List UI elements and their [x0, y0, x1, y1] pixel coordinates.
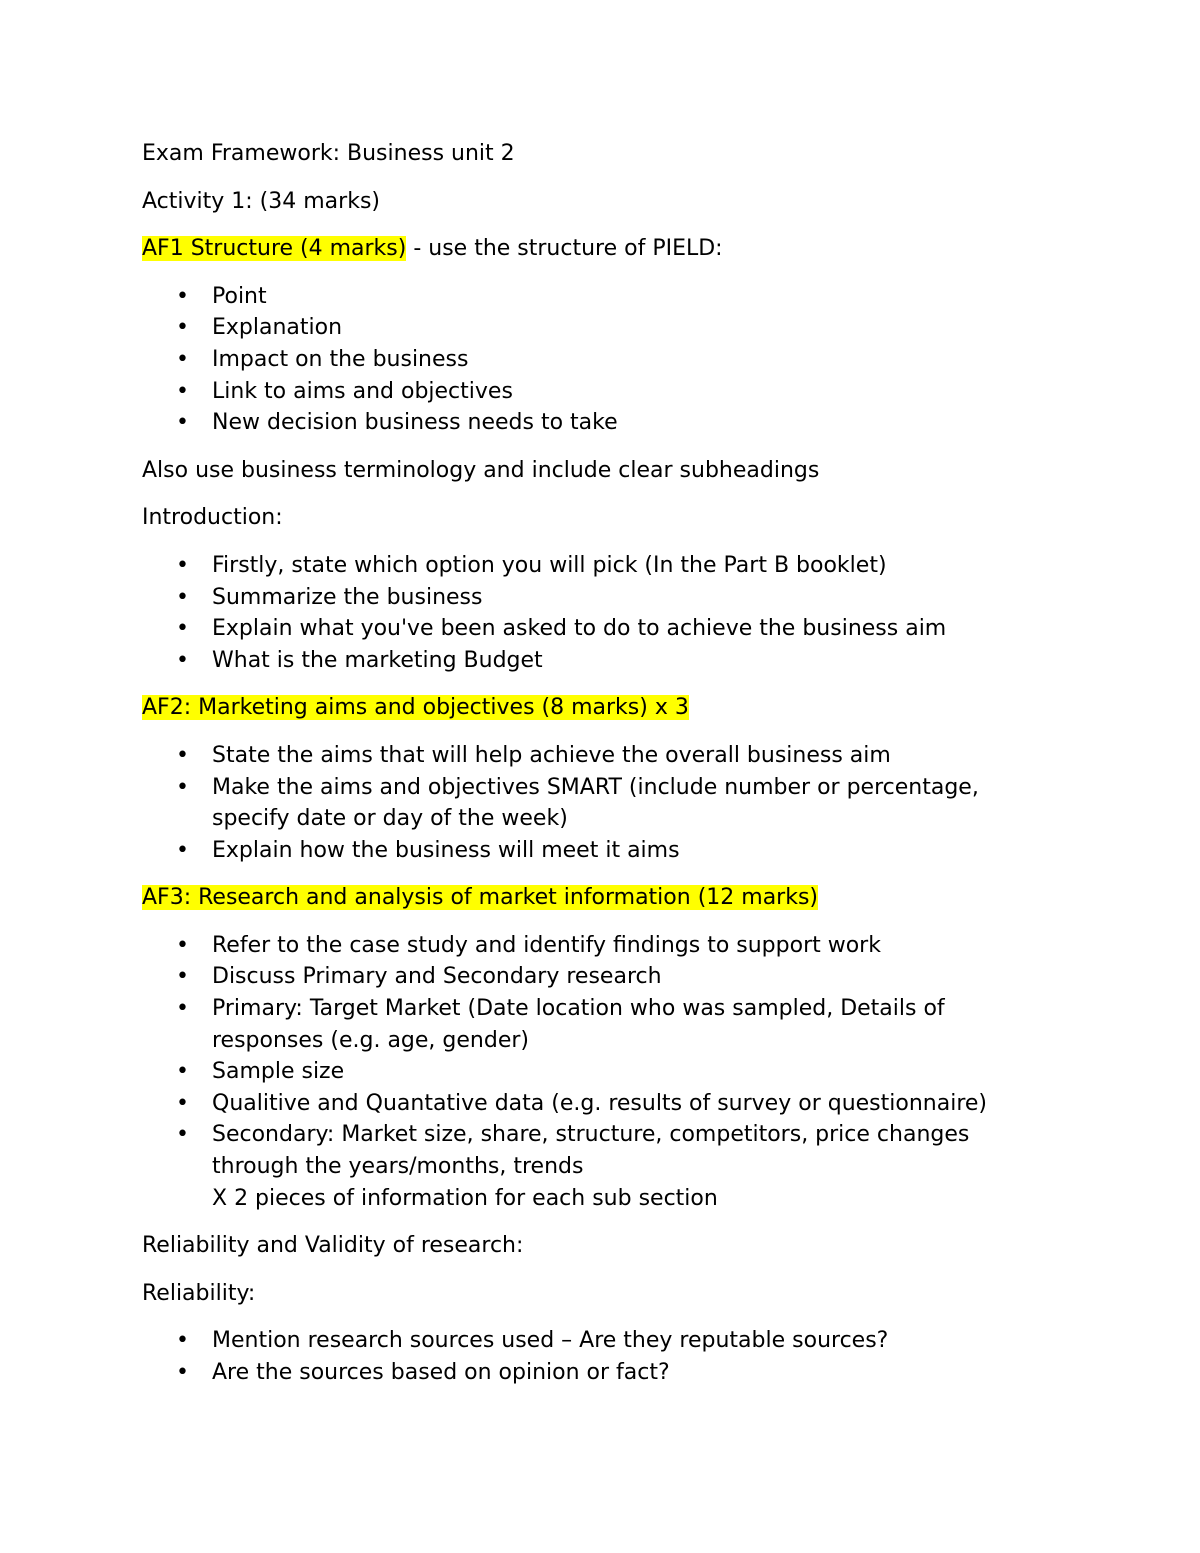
list-item: • Primary: Target Market (Date location who was sampled, Details of responses (e.g. age, gender)	[142, 993, 1062, 1056]
af2-list	[142, 740, 1062, 866]
list-item: • Impact on the business	[142, 344, 1062, 376]
bullet-icon: •	[176, 1328, 189, 1354]
af1-paragraph	[142, 233, 1062, 265]
bullet-icon: •	[176, 552, 189, 578]
list-item: • Firstly, state which option you will pick (In the Part B booklet)	[142, 550, 1062, 582]
list-item: • Refer to the case study and identify findings to support work	[142, 930, 1062, 962]
bullet-icon: •	[176, 742, 189, 768]
list-item: • Summarize the business	[142, 582, 1062, 614]
bullet-icon: •	[176, 837, 189, 863]
document-title: Exam Framework: Business unit 2	[142, 141, 515, 166]
bullet-icon: •	[176, 584, 189, 610]
list-item: • New decision business needs to take	[142, 407, 1062, 439]
reliability-list	[142, 1325, 1062, 1388]
bullet-icon: •	[176, 315, 189, 341]
list-item: • What is the marketing Budget	[142, 645, 1062, 677]
list-item: • Sample size	[142, 1056, 1062, 1088]
bullet-icon: •	[176, 932, 189, 958]
list-item: • Point	[142, 281, 1062, 313]
list-item: • Explanation	[142, 312, 1062, 344]
bullet-icon: •	[176, 283, 189, 309]
list-item: • Secondary: Market size, share, structure, competitors, price changes through the years/months, trends X 2 pieces of information for each sub section	[142, 1119, 1062, 1214]
bullet-icon: •	[176, 964, 189, 990]
af2-heading: AF2: Marketing aims and objectives (8 marks) x 3	[142, 695, 689, 721]
af1-note: Also use business terminology and include clear subheadings	[142, 457, 820, 483]
af2-paragraph	[142, 692, 1062, 724]
bullet-icon: •	[176, 1122, 189, 1148]
list-item: • Are the sources based on opinion or fact?	[142, 1357, 1062, 1389]
bullet-icon: •	[176, 410, 189, 436]
af3-extra-note: X 2 pieces of information for each sub section	[212, 1185, 718, 1211]
bullet-icon: •	[176, 1360, 189, 1385]
bullet-icon: •	[176, 378, 189, 404]
activity-heading: Activity 1: (34 marks)	[142, 188, 380, 214]
bullet-icon: •	[176, 346, 189, 372]
bullet-icon: •	[176, 1090, 189, 1116]
af1-heading: AF1 Structure (4 marks)	[142, 236, 407, 262]
list-item: • Qualitive and Quantative data (e.g. results of survey or questionnaire)	[142, 1088, 1062, 1120]
intro-heading: Introduction:	[142, 505, 283, 531]
intro-list	[142, 550, 1062, 676]
list-item: • State the aims that will help achieve the overall business aim	[142, 740, 1062, 772]
af1-list	[142, 281, 1062, 439]
document-page	[142, 138, 1062, 1405]
list-item: • Make the aims and objectives SMART (include number or percentage, specify date or day of the week)	[142, 772, 1062, 835]
list-item: • Link to aims and objectives	[142, 376, 1062, 408]
bullet-icon: •	[176, 1059, 189, 1085]
list-item: • Mention research sources used – Are they reputable sources?	[142, 1325, 1062, 1357]
af3-paragraph	[142, 882, 1062, 914]
bullet-icon: •	[176, 616, 189, 642]
list-item: • Discuss Primary and Secondary research	[142, 961, 1062, 993]
list-item: • Explain what you've been asked to do to achieve the business aim	[142, 613, 1062, 645]
af3-heading: AF3: Research and analysis of market information (12 marks)	[142, 885, 819, 911]
list-item: • Explain how the business will meet it aims	[142, 835, 1062, 867]
af3-list	[142, 930, 1062, 1214]
reliability-validity-heading: Reliability and Validity of research:	[142, 1233, 524, 1259]
bullet-icon: •	[176, 774, 189, 800]
af1-rest: - use the structure of PIELD:	[406, 236, 723, 262]
bullet-icon: •	[176, 647, 189, 673]
bullet-icon: •	[176, 996, 189, 1022]
reliability-heading: Reliability:	[142, 1280, 256, 1306]
